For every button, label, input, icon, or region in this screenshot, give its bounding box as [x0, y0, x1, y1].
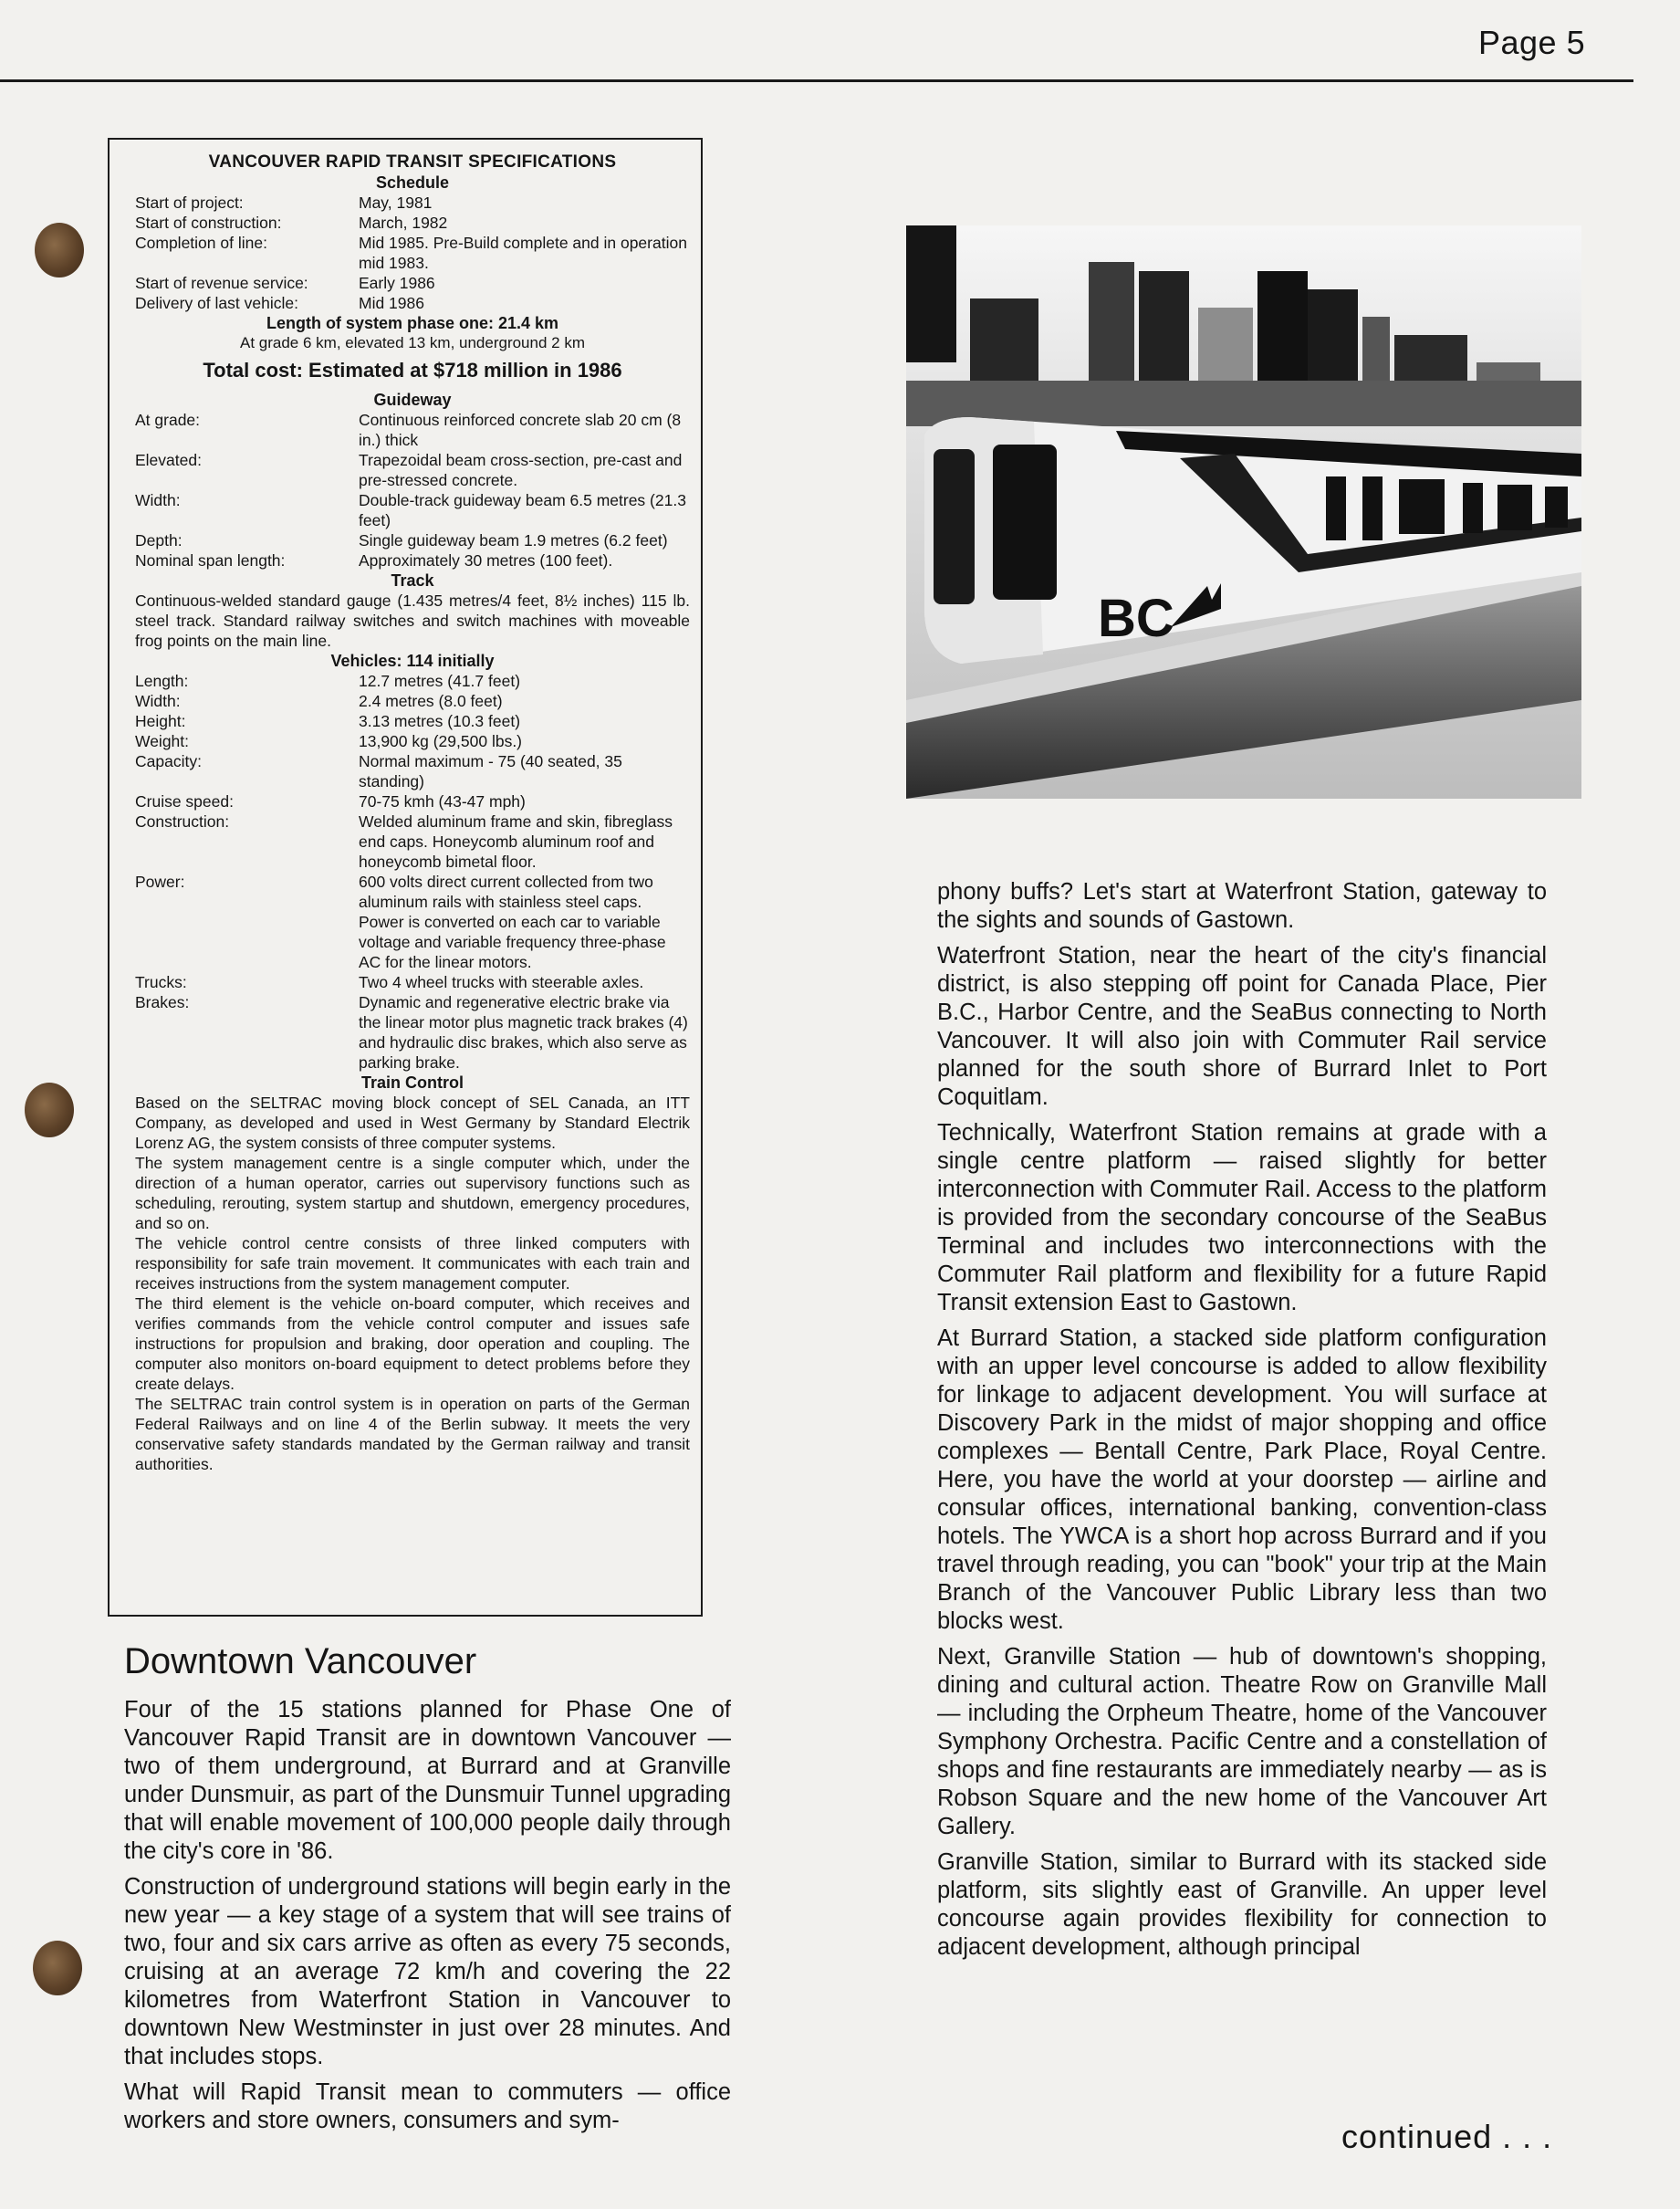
schedule-value: May, 1981: [359, 194, 433, 212]
article-paragraph: What will Rapid Transit mean to commuters — office workers and store owners, consumers and sym-: [124, 2079, 731, 2133]
skytrain-illustration: [906, 225, 1581, 799]
vehicle-value: 3.13 metres (10.3 feet): [359, 712, 521, 730]
schedule-row: [135, 233, 690, 273]
article-paragraph: At Burrard Station, a stacked side platform configuration with an upper level concourse is added to allow flexibility for linkage to adjacent development. You will surface at Discovery Park in the midst of major shopping and office complexes — Bentall Centre, Park Place, Royal Centre. Here, you have the world at your doorstep — airline and consular offices, international banking, convention-class hotels. The YWCA is a short hop across Burrard and if you travel through reading, you can "book" your trip at the Main Branch of the Vancouver Public Library less than two blocks west.: [937, 1325, 1547, 1634]
train-control-paragraph: The system management centre is a single computer which, under the direction of a human operator, carries out supervisory functions such as scheduling, rerouting, system startup and shutdown, emergency procedures, and so on.: [135, 1154, 690, 1232]
guideway-value: Trapezoidal beam cross-section, pre-cast and pre-stressed concrete.: [359, 451, 683, 489]
schedule-row: [135, 213, 690, 233]
article-paragraph: Construction of underground stations will begin early in the new year — a key stage of a system that will see trains of two, four and six cars arrive as often as every 75 seconds, cruising at an average 72 km/h and covering the 22 kilometres from Waterfront Station in Vancouver to downtown New Westminster in just over 28 minutes. And that includes stops.: [124, 1874, 731, 2069]
vehicle-row: [135, 811, 690, 872]
vehicle-row: [135, 992, 690, 1073]
vehicle-label: Cruise speed:: [135, 792, 234, 811]
length-heading: Length of system phase one: 21.4 km: [266, 314, 559, 332]
vehicle-row: [135, 731, 690, 751]
continued-note: continued . . .: [1341, 2118, 1553, 2155]
total-cost: Total cost: Estimated at $718 million in 1986: [203, 359, 622, 382]
guideway-row: [135, 410, 690, 450]
vehicle-label: Brakes:: [135, 993, 190, 1011]
vehicle-row: [135, 691, 690, 711]
vehicle-row: [135, 671, 690, 691]
length-note: At grade 6 km, elevated 13 km, underground 2 km: [240, 334, 585, 351]
vehicle-label: Construction:: [135, 812, 230, 831]
vehicle-label: Weight:: [135, 732, 190, 750]
guideway-label: Nominal span length:: [135, 551, 286, 570]
schedule-label: Start of revenue service:: [135, 274, 308, 292]
schedule-value: March, 1982: [359, 214, 448, 232]
guideway-list: [135, 410, 690, 571]
vehicles-heading: Vehicles: 114 initially: [330, 652, 495, 670]
schedule-list: [135, 193, 690, 313]
binder-hole: [25, 1083, 74, 1137]
schedule-heading: Schedule: [375, 173, 450, 192]
article-paragraph: phony buffs? Let's start at Waterfront Station, gateway to the sights and sounds of Gastown.: [937, 879, 1547, 933]
vehicles-list: [135, 671, 690, 1073]
binder-hole: [35, 223, 84, 277]
vehicle-value: 12.7 metres (41.7 feet): [359, 672, 521, 690]
article-paragraph: Next, Granville Station — hub of downtown's shopping, dining and cultural action. Theatre Row on Granville Mall — including the Orpheum Theatre, home of the Vancouver Symphony Orchestra. Pacific Centre and a constellation of shops and fine restaurants are immediately nearby — as is Robson Square and the new home of the Vancouver Art Gallery.: [937, 1644, 1547, 1839]
header-rule: [0, 79, 1633, 82]
binder-hole: [33, 1941, 82, 1995]
guideway-label: At grade:: [135, 411, 201, 429]
guideway-row: [135, 490, 690, 530]
guideway-label: Elevated:: [135, 451, 202, 469]
guideway-heading: Guideway: [373, 391, 452, 409]
bc-logo-text: BC: [1098, 589, 1174, 648]
vehicle-row: [135, 872, 690, 972]
vehicle-label: Capacity:: [135, 752, 202, 770]
article-paragraph: Four of the 15 stations planned for Phase One of Vancouver Rapid Transit are in downtown Vancouver — two of them underground, at Burrard and at Granville under Dunsmuir, as part of the Dunsmuir Tunnel upgrading that will enable movement of 100,000 people daily through the city's core in '86.: [124, 1697, 731, 1864]
vehicle-value: Welded aluminum frame and skin, fibreglass end caps. Honeycomb aluminum roof and honeycomb bimetal floor.: [359, 812, 673, 871]
schedule-row: [135, 193, 690, 213]
vehicle-label: Length:: [135, 672, 189, 690]
schedule-row: [135, 293, 690, 313]
vehicle-value: 13,900 kg (29,500 lbs.): [359, 732, 523, 750]
vehicle-value: Normal maximum - 75 (40 seated, 35 standing): [359, 752, 622, 790]
guideway-label: Depth:: [135, 531, 183, 550]
article-column-left: [124, 1696, 731, 2142]
specs-title: VANCOUVER RAPID TRANSIT SPECIFICATIONS: [208, 152, 617, 172]
vehicle-row: [135, 791, 690, 811]
train-control-paragraph: Based on the SELTRAC moving block concept of SEL Canada, an ITT Company, as developed and used in West Germany by Standard Electrik Lorenz AG, the system consists of three computer systems.: [135, 1094, 690, 1152]
schedule-value: Mid 1986: [359, 294, 424, 312]
schedule-row: [135, 273, 690, 293]
track-text: Continuous-welded standard gauge (1.435 metres/4 feet, 8½ inches) 115 lb. steel track. Standard railway switches and switch machines with moveable frog points on the main line.: [135, 592, 690, 650]
article-column-right: [937, 878, 1547, 1969]
article-paragraph: Waterfront Station, near the heart of the city's financial district, is also stepping off point for Canada Place, Pier B.C., Harbor Centre, and the SeaBus connecting to North Vancouver. It will also join with Commuter Rail service planned for the south shore of Burrard Inlet to Port Coquitlam.: [937, 943, 1547, 1110]
schedule-value: Mid 1985. Pre-Build complete and in operation mid 1983.: [359, 234, 687, 272]
vehicle-row: [135, 751, 690, 791]
guideway-label: Width:: [135, 491, 181, 509]
vehicle-value: 70-75 kmh (43-47 mph): [359, 792, 526, 811]
schedule-label: Start of project:: [135, 194, 244, 212]
guideway-row: [135, 550, 690, 571]
train-control-list: [135, 1093, 690, 1474]
schedule-label: Completion of line:: [135, 234, 267, 252]
train-control-paragraph: The vehicle control centre consists of three linked computers with responsibility for safe train movement. It communicates with each train and receives instructions from the system management computer.: [135, 1234, 690, 1293]
train-control-paragraph: The SELTRAC train control system is in operation on parts of the German Federal Railways and on line 4 of the Berlin subway. It meets the very conservative safety standards mandated by the German railway and transit authorities.: [135, 1395, 690, 1473]
vehicle-label: Trucks:: [135, 973, 187, 991]
guideway-value: Continuous reinforced concrete slab 20 cm (8 in.) thick: [359, 411, 682, 449]
guideway-row: [135, 450, 690, 490]
article-paragraph: Granville Station, similar to Burrard with its stacked side platform, sits slightly east of Granville. An upper level concourse again provides flexibility for connection to adjacent development, although principal: [937, 1849, 1547, 1960]
vehicle-value: 600 volts direct current collected from two aluminum rails with stainless steel caps. Power is converted on each car to variable voltage and variable frequency three-phase AC for the linear motors.: [359, 873, 666, 971]
vehicle-label: Power:: [135, 873, 185, 891]
skytrain-photo: [906, 225, 1581, 799]
schedule-value: Early 1986: [359, 274, 435, 292]
guideway-value: Approximately 30 metres (100 feet).: [359, 551, 613, 570]
vehicle-value: Dynamic and regenerative electric brake via the linear motor plus magnetic track brakes (4) and hydraulic disc brakes, which also serve as parking brake.: [359, 993, 688, 1072]
vehicle-row: [135, 972, 690, 992]
vehicle-value: 2.4 metres (8.0 feet): [359, 692, 503, 710]
train-control-heading: Train Control: [361, 1073, 464, 1092]
vehicle-label: Height:: [135, 712, 186, 730]
vehicle-label: Width:: [135, 692, 181, 710]
schedule-label: Start of construction:: [135, 214, 282, 232]
guideway-value: Double-track guideway beam 6.5 metres (21.3 feet): [359, 491, 686, 529]
specifications-box: [108, 138, 703, 1617]
train-control-paragraph: The third element is the vehicle on-board computer, which receives and verifies commands from the vehicle control computer and issues safe instructions for propulsion and braking, door operation and coupling. The computer also monitors on-board equipment to detect problems before they create delays.: [135, 1294, 690, 1393]
page-number: Page 5: [1478, 24, 1586, 61]
track-heading: Track: [391, 571, 434, 590]
article-paragraph: Technically, Waterfront Station remains at grade with a single centre platform — raised slightly for better interconnection with Commuter Rail. Access to the platform is provided from the secondary concourse of the SeaBus Terminal and includes two interconnections with the Commuter Rail platform and flexibility for a future Rapid Transit extension East to Gastown.: [937, 1120, 1547, 1315]
guideway-row: [135, 530, 690, 550]
guideway-value: Single guideway beam 1.9 metres (6.2 feet): [359, 531, 668, 550]
article-heading: Downtown Vancouver: [124, 1641, 477, 1681]
vehicle-row: [135, 711, 690, 731]
vehicle-value: Two 4 wheel trucks with steerable axles.: [359, 973, 644, 991]
schedule-label: Delivery of last vehicle:: [135, 294, 298, 312]
